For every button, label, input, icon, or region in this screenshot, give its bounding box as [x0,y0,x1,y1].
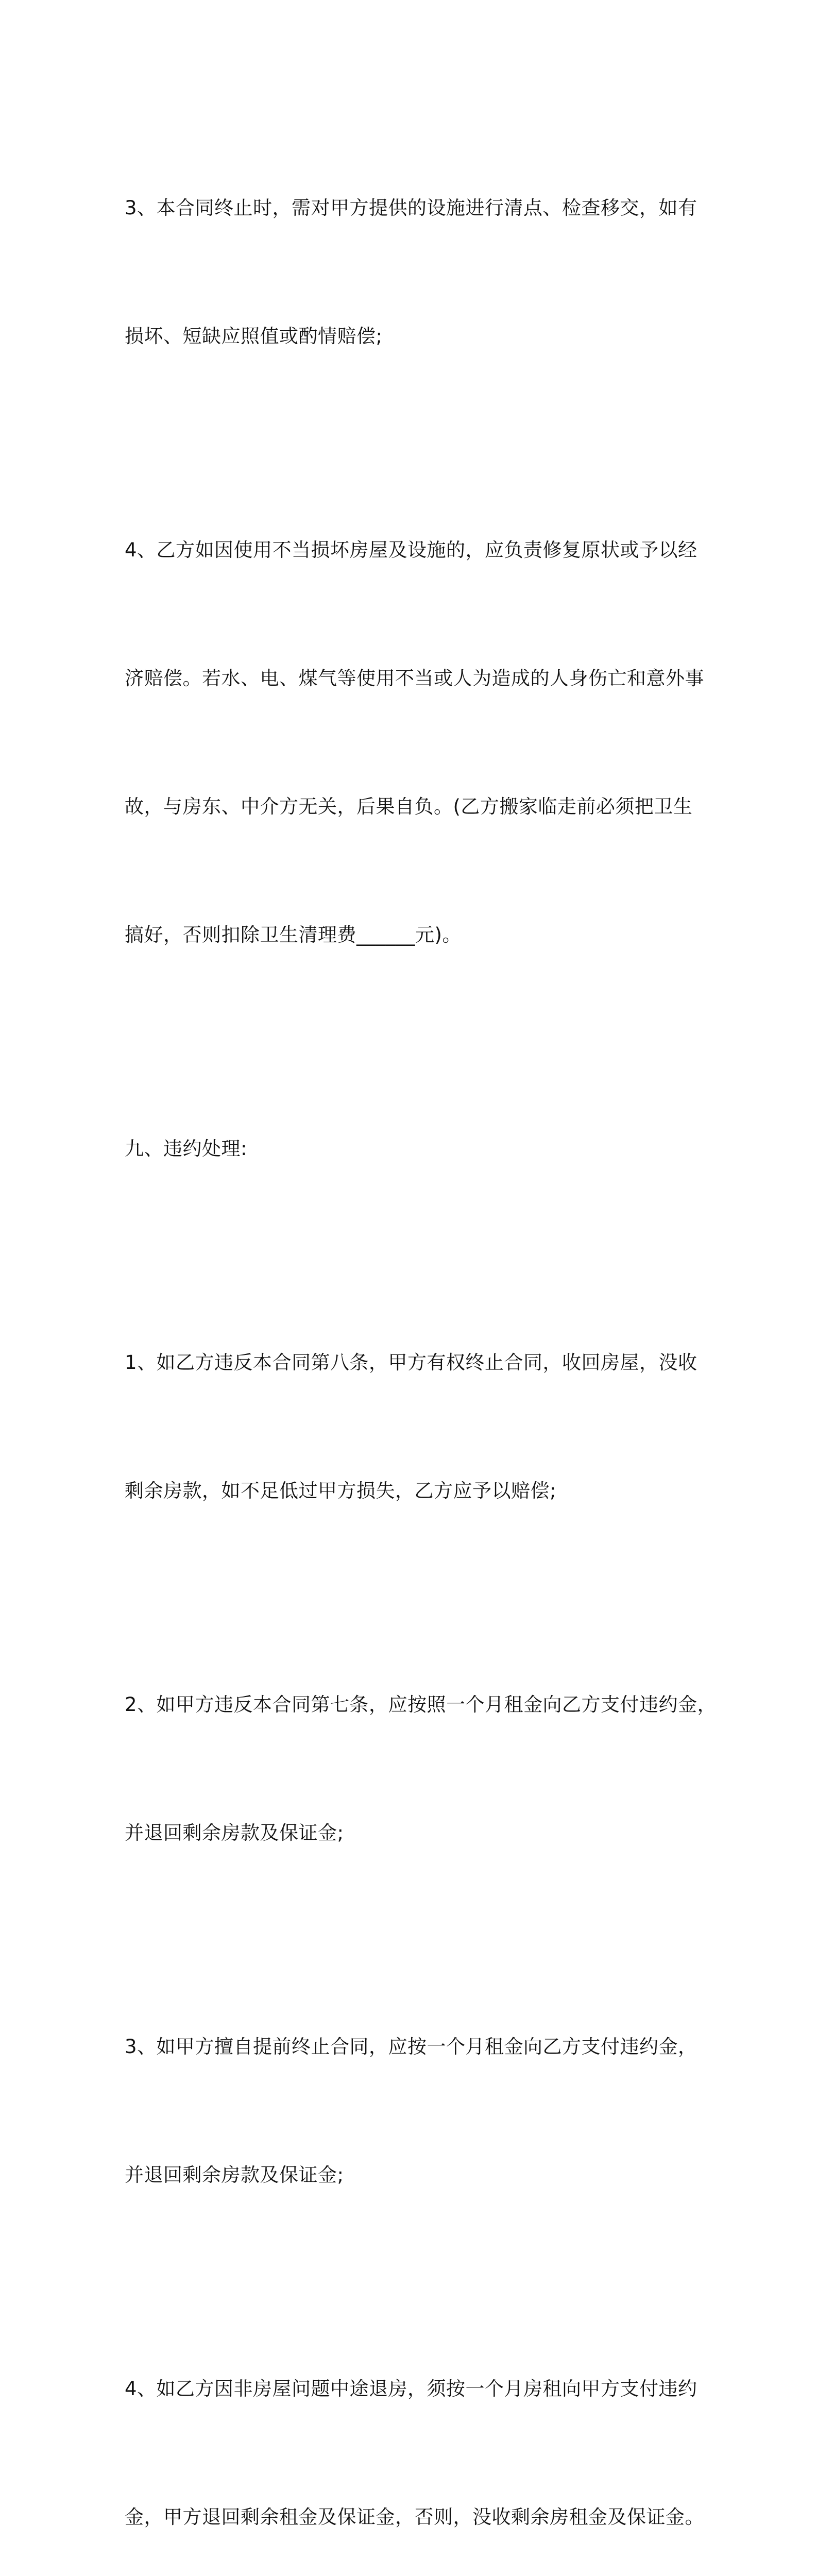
text-line: 损坏、短缺应照值或酌情赔偿; [125,325,383,347]
text-line: 搞好，否则扣除卫生清理费______元)。 [125,924,462,946]
text-line: 3、本合同终止时，需对甲方提供的设施进行清点、检查移交，如有 [125,197,697,219]
clause-9-4 [125,2282,707,2576]
text-line: 2、如甲方违反本合同第七条，应按照一个月租金向乙方支付违约金， [125,1693,717,1716]
section-9-heading [125,1042,707,1256]
text-line: 并退回剩余房款及保证金; [125,2164,344,2186]
section-heading: 九、违约处理: [125,1138,247,1160]
clause-9-1 [125,1256,707,1598]
clause-8-3 [125,101,707,443]
text-line: 4、如乙方因非房屋问题中途退房，须按一个月房租向甲方支付违约 [125,2378,697,2400]
text-line: 并退回剩余房款及保证金; [125,1822,344,1844]
document-body [125,101,717,2576]
text-line: 3、如甲方擅自提前终止合同，应按一个月租金向乙方支付违约金， [125,2036,697,2058]
text-line: 济赔偿。若水、电、煤气等使用不当或人为造成的人身伤亡和意外事 [125,667,704,689]
clause-9-3 [125,1940,707,2282]
text-line: 4、乙方如因使用不当损坏房屋及设施的，应负责修复原状或予以经 [125,539,697,561]
clause-8-4 [125,443,707,1042]
text-line: 1、如乙方违反本合同第八条，甲方有权终止合同，收回房屋，没收 [125,1351,697,1374]
text-line: 故，与房东、中介方无关，后果自负。(乙方搬家临走前必须把卫生 [125,795,693,818]
clause-9-2 [125,1598,717,1940]
text-line: 剩余房款，如不足低过甲方损失，乙方应予以赔偿; [125,1480,556,1502]
text-line: 金，甲方退回剩余租金及保证金，否则，没收剩余房租金及保证金。 [125,2506,704,2528]
